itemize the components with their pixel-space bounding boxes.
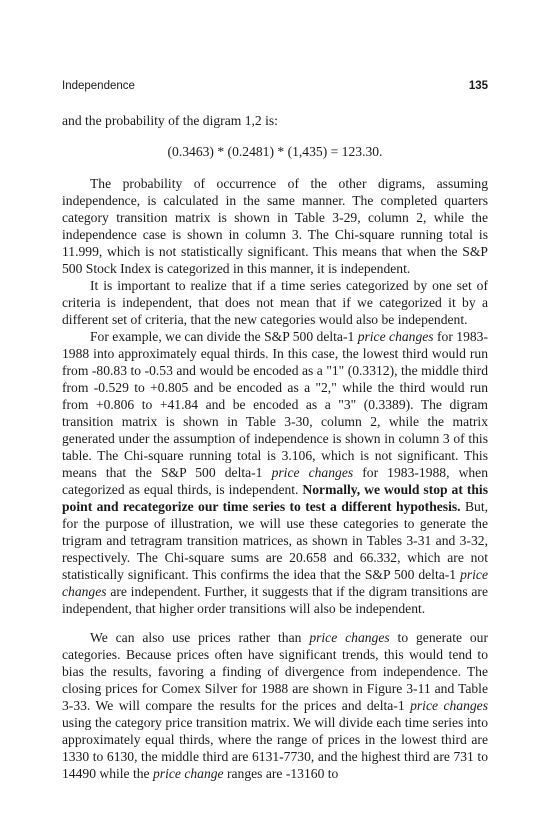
p3-text-a: For example, we can divide the S&P 500 delta-1 <box>90 329 358 344</box>
paragraph-2: It is important to realize that if a time series categorized by one set of criteria is independent, that does not mean that if we categorized it by a different set of criteria, that the new categories would also be independent. <box>62 278 488 327</box>
paragraph-4 <box>62 629 488 782</box>
equation: (0.3463) * (0.2481) * (1,435) = 123.30. <box>167 144 383 159</box>
p3-italic-b: price changes <box>357 329 434 344</box>
p3-text-g: But, for the purpose of illustration, we will use these categories to generate the trigram and tetragram transition matrices, as shown in Tables 3-31 and 3-32, respectively. The Chi-square sums are 20.658 and 66.332, which are not statistically significant. This confirms the idea that the S&P 500 delta-1 <box>62 499 489 582</box>
p3-text-c: for 1983-1988 into approximately equal thirds. In this case, the lowest third would run from -80.83 to -0.53 and would be encoded as a "1" (0.3312), the middle third from -0.529 to +0.805 and be encoded as a "2," while the third would run from +0.806 to +41.84 and be encoded as a "3" (0.3389). The digram transition matrix is shown in Table 3-30, column 2, while the matrix generated under the assumption of independence is shown in column 3 of this table. The Chi-square running total is 3.106, which is not significant. This means that the S&P 500 delta-1 <box>62 329 488 480</box>
p3-bold-f: Normally, we would stop at this point and recategorize our time series to test a different hypothesis. <box>62 482 488 514</box>
p3-text-i: are independent. Further, it suggests that if the digram transitions are independent, that higher order transitions will also be independent. <box>62 584 488 616</box>
intro-line: and the probability of the digram 1,2 is: <box>62 113 278 128</box>
p4-text-g: ranges are -13160 to <box>223 766 339 781</box>
p3-text-e: for 1983-1988, when categorized as equal thirds, is independent. <box>62 465 489 497</box>
p4-italic-f: price change <box>153 766 224 781</box>
p3-italic-d: price changes <box>271 465 354 480</box>
p4-text-c: to generate our categories. Because prices often have significant trends, this would tend to bias the results, favoring a finding of divergence from independence. The closing prices for Comex Silver for 1988 are shown in Figure 3-11 and Table 3-33. We will compare the results for the prices and delta-1 <box>62 630 489 713</box>
p4-text-a: We can also use prices rather than <box>90 630 310 645</box>
paragraph-1: The probability of occurrence of the other digrams, assuming independence, is calculated in the same manner. The completed quarters category transition matrix is shown in Table 3-29, column 2, while the independence case is shown in column 3. The Chi-square running total is 11.999, which is not statistically significant. This means that when the S&P 500 Stock Index is categorized in this manner, it is independent. <box>62 176 488 276</box>
running-header <box>62 80 488 96</box>
p4-italic-b: price changes <box>309 630 390 645</box>
p3-italic-h: price changes <box>62 567 488 599</box>
page-number: 135 <box>468 80 488 92</box>
paragraph-3 <box>62 328 488 617</box>
body-text <box>62 112 488 782</box>
chapter-title: Independence <box>62 80 135 92</box>
p4-italic-d: price changes <box>410 698 488 713</box>
p4-text-e: using the category price transition matrix. We will divide each time series into approximately equal thirds, where the range of prices in the lowest third are 1330 to 6130, the middle third are 6131-7730, and the highest third are 731 to 14490 while the <box>62 715 488 781</box>
